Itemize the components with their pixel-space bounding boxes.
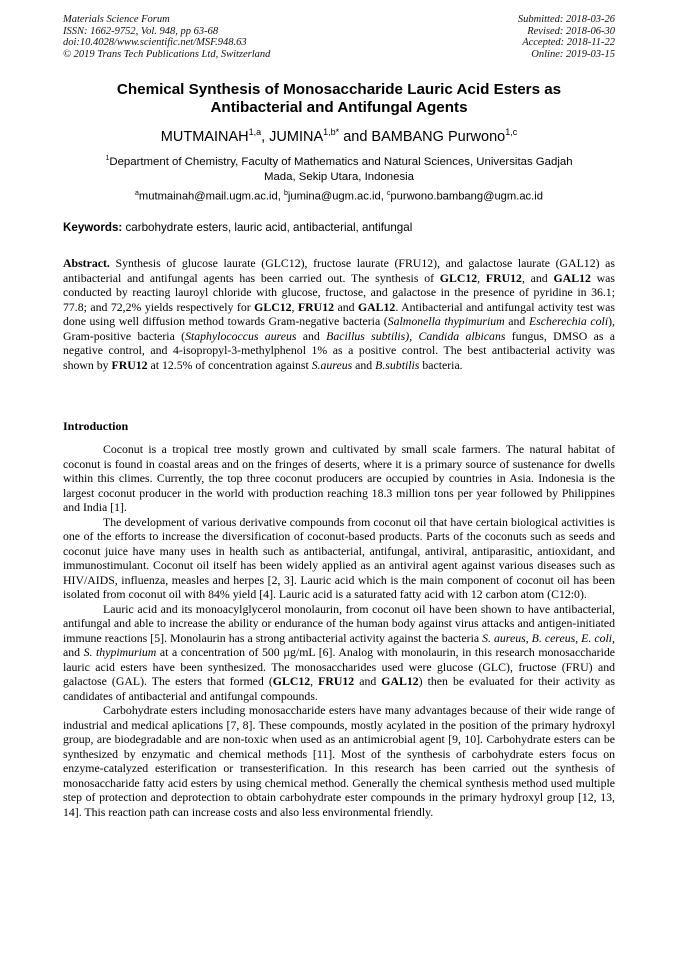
text-run: and [352,357,376,372]
species-name: E. coli [581,630,613,645]
intro-paragraph-2: The development of various derivative compounds from coconut oil that have certain biological activities is one of the efforts to increase the diversification of coconut-based products. Parts of the coconuts such as seeds and coconut juice have many uses in health such as antibacterial, antifungal, antiviral, antiparasitic, antioxidant, and immunostimulant. Coconut oil itself has been widely applied as an antiviral agent against various diseases such as HIV/AIDS, influenza, measles and herpes [2, 3]. Lauric acid which is the main component of coconut oil has been isolated from coconut oil with 84% yield [4]. Lauric acid is a saturated fatty acid with 12 carbon atom (C12:0). [63,514,615,601]
submitted-date: Submitted: 2018-03-26 [517,14,615,25]
species-name: Bacillus subtilis) [326,328,410,343]
accepted-date: Accepted: 2018-11-22 [522,37,615,49]
journal-issn: ISSN: 1662-9752, Vol. 948, pp 63-68 [63,25,219,37]
email-sup: c [386,190,391,197]
text-run: , [291,299,298,314]
text-run: Lauric acid and its monoacylglycerol monolaurin, from coconut oil have been shown to have antibacterial, antifungal and able to increase the ability or endurance of the human body against virus attacks and antigen-initiated immune reactions [5]. Monolaurin has a strong antibacterial activity against the bacteria [63,601,615,645]
text-run: , [409,328,419,343]
affiliation [90,151,588,185]
journal-name: Materials Science Forum [63,14,170,25]
text-run: and [296,328,327,343]
title-line-2: Antibacterial and Antifungal Agents [210,99,468,116]
journal-copyright: © 2019 Trans Tech Publications Ltd, Switzerland [63,48,271,60]
keywords [63,221,615,235]
compound-name: FRU12 [297,299,334,314]
introduction-body [63,442,615,819]
journal-info [63,14,270,60]
email-purwono: purwono.bambang@ugm.ac.id [390,190,543,203]
text-run: at a concentration of 500 µg/mL [6]. Analog with monolaurin, in this research monosaccharide lauric acid esters have been synthesized. The monosaccharides used were glucose (GLC), fructose (FRU) and galactose (GAL). The esters that formed ( [63,645,615,688]
section-heading-introduction: Introduction [63,419,129,433]
keywords-label: Keywords: [63,221,123,234]
email-jumina: jumina@ugm.ac.id, [287,190,387,203]
species-name: Salmonella thypimurium [387,314,505,328]
author-sup: 1,c [505,127,518,137]
keywords-text: carbohydrate esters, lauric acid, antibacterial, antifungal [122,221,413,234]
author-jumina: JUMINA [269,128,324,145]
text-run: fungus, DMSO as a negative control, and 4-isopropyl-3-methylphenol 1% as a positive control. The best antibacterial activity was shown by [63,328,615,372]
email-sup: b [283,190,288,197]
author-mutmainah: MUTMAINAH [160,128,249,145]
compound-name: GAL12 [553,270,591,285]
species-name: S.aureus [311,357,353,372]
journal-doi: doi:10.4028/www.scientific.net/MSF.948.63 [63,37,247,49]
compound-name: FRU12 [485,270,522,285]
email-sup: a [135,190,139,197]
affiliation-text: Department of Chemistry, Faculty of Mathematics and Natural Sciences, Universitas Gadjah Mada, Sekip Utara, Indonesia [109,155,573,183]
text-run: , and [521,270,554,285]
text-run: ) then be evaluated for their activity as candidates of antibacterial and antifungal compounds. [63,674,615,703]
text-run: , [477,270,486,285]
species-name: S. thypimurium [83,645,157,659]
text-run: , [575,630,582,645]
species-name: Candida albicans [418,328,506,343]
compound-name: FRU12 [318,674,355,688]
text-run: and [354,674,382,688]
author-sup: 1,b* [323,127,340,137]
species-name: Staphylococcus aureus [185,328,297,343]
text-run: and [334,299,358,314]
compound-name: FRU12 [111,357,148,372]
abstract-label: Abstract. [63,256,110,270]
text-run: , [525,630,532,645]
species-name: B.subtilis [375,357,420,372]
email-mutmainah: mutmainah@mail.ugm.ac.id, [138,190,284,203]
species-name: Escherechia coli [528,314,609,328]
compound-name: GAL12 [357,299,396,314]
text-run: and [504,314,529,328]
text-run: , and [63,630,615,659]
text-run: was conducted by reacting lauroyl chloride with glucose, fructose, and galactose in the presence of pyridine in 36.1; 77.8; and 72,2% yields respectively for [63,270,615,314]
author-emails [63,187,615,204]
author-separator: , [261,128,270,145]
author-list [63,124,615,146]
author-sup: 1,a [248,127,262,137]
affiliation-sup: 1 [105,155,110,162]
text-run: . Antibacterial and antifungal activity test was done using well diffusion method towards Gram-negative bacteria ( [63,299,615,328]
compound-name: GLC12 [254,299,292,314]
text-run: bacteria. [419,357,463,372]
paper-title [63,81,615,117]
compound-name: GAL12 [381,674,419,688]
compound-name: GLC12 [439,270,478,285]
compound-name: GLC12 [272,674,311,688]
author-separator: and [339,128,372,145]
abstract [63,256,615,372]
author-purwono: BAMBANG Purwono [371,128,506,145]
text-run: ), Gram-positive bacteria ( [63,314,615,343]
online-date: Online: 2019-03-15 [531,48,615,60]
intro-paragraph-1: Coconut is a tropical tree mostly grown and cultivated by small scale farmers. The natural habitat of coconut is found in coastal areas and on the fringes of deserts, where it is a primary source of sustenance for dwells within this climes. Currently, the top three coconut producers are occupied by countries in Asia. Indonesia is the largest coconut producer in the world with production reaching 18.3 million tons per year followed by Philippines and India [1]. [63,442,615,514]
abstract-paragraph [63,256,615,372]
title-line-1: Chemical Synthesis of Monosaccharide Lauric Acid Esters as [116,81,562,98]
species-name: B. cereus [531,630,576,645]
text-run: , [310,674,319,688]
text-run: at 12.5% of concentration against [147,357,312,372]
species-name: S. aureus [482,630,526,645]
text-run: Synthesis of glucose laurate (GLC12), fructose laurate (FRU12), and galactose laurate (GAL12) as antibacterial and antifungal agents has been carried out. The synthesis of [63,256,615,285]
publication-dates [518,14,615,60]
revised-date: Revised: 2018-06-30 [527,25,615,37]
intro-paragraph-4: Carbohydrate esters including monosaccharide esters have many advantages because of their wide range of industrial and medical aplications [7, 8]. These compounds, mostly acylated in the position of the primary hydroxyl group, are biodegradable and are non-toxic when used as an antimicrobial agent [9, 10]. Carbohydrate esters can be synthesized by enzymatic and chemical methods [11]. Most of the synthesis of carbohydrate esters focus on enzyme-catalyzed esterification or transesterification. In this research has been carried out the synthesis of monosaccharide fatty acid esters by using chemical method. Generally the chemical synthesis method used multiple step of protection and deprotection to obtain carbohydrate ester compounds in the primary hydroxyl group [12, 13, 14]. This reaction path can increase costs and also less environmental friendly. [63,703,615,819]
intro-paragraph-3 [63,602,615,704]
